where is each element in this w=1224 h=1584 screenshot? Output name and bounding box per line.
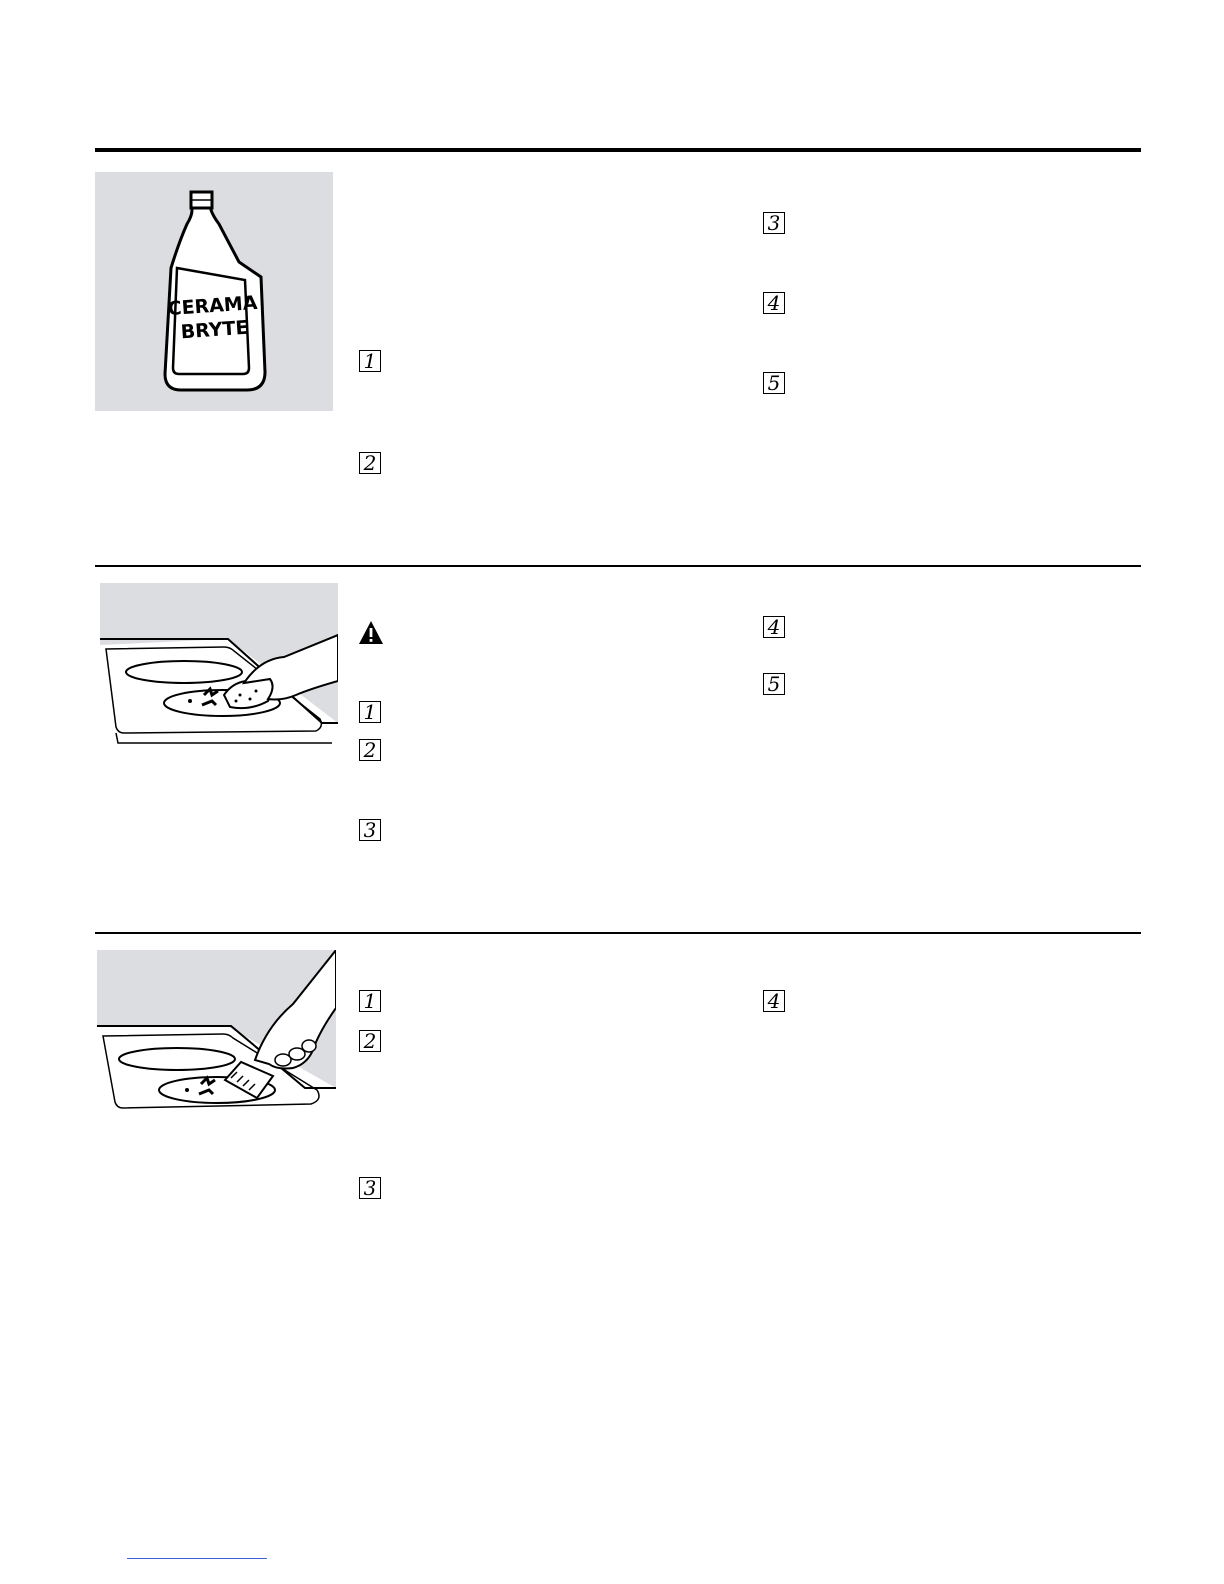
cooktop-scraper-icon xyxy=(97,950,336,1122)
step-number: 4 xyxy=(763,292,785,314)
bottle-illustration xyxy=(95,172,333,411)
step-number: 3 xyxy=(763,212,785,234)
section-divider xyxy=(95,565,1141,567)
step-number: 2 xyxy=(359,452,381,474)
step-number: 2 xyxy=(359,1030,381,1052)
step-number: 4 xyxy=(763,616,785,638)
cooktop-sponge-icon xyxy=(100,583,338,769)
cleaner-bottle-icon xyxy=(95,172,333,411)
footer-link-underline xyxy=(127,1558,267,1559)
warning-icon xyxy=(358,620,384,646)
bottle-label-line2: BRYTE xyxy=(180,316,250,344)
step-number: 5 xyxy=(763,372,785,394)
step-number: 1 xyxy=(359,350,381,372)
step-number: 3 xyxy=(359,1177,381,1199)
step-number: 2 xyxy=(359,739,381,761)
step-number: 1 xyxy=(359,701,381,723)
step-number: 4 xyxy=(763,990,785,1012)
section-divider xyxy=(95,932,1141,934)
step-number: 5 xyxy=(763,673,785,695)
scraper-illustration xyxy=(97,950,336,1122)
step-number: 3 xyxy=(359,819,381,841)
bottle-label-line1: CERAMA xyxy=(166,291,259,321)
header-rule xyxy=(95,148,1141,152)
sponge-cleaning-illustration xyxy=(100,583,338,769)
step-number: 1 xyxy=(359,990,381,1012)
